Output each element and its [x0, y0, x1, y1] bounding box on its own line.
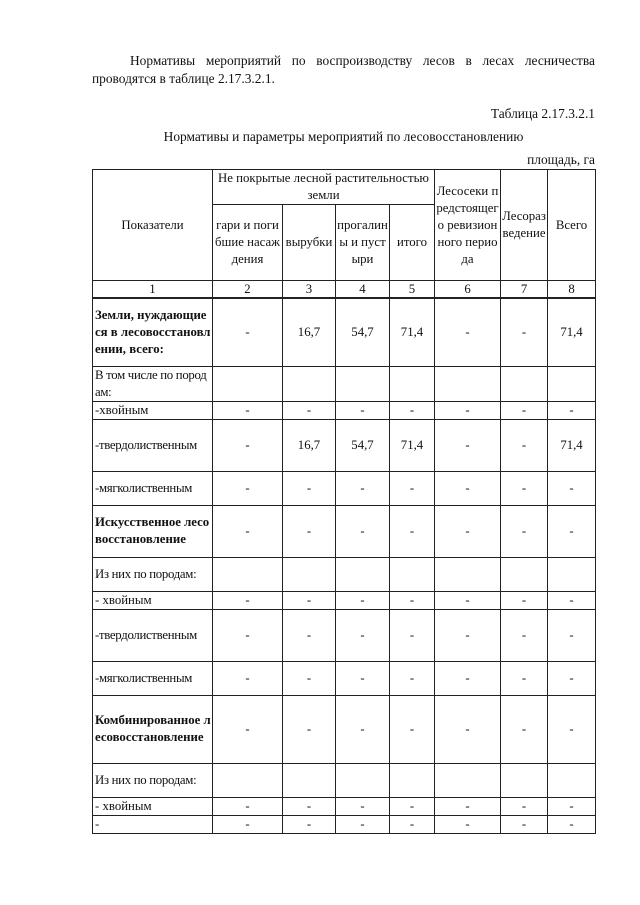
row-value: -: [501, 505, 548, 557]
row-value: [336, 557, 390, 591]
row-value: -: [501, 815, 548, 833]
header-nurseries: Лесоразведение: [501, 170, 548, 281]
row-label: -хвойным: [93, 401, 213, 419]
row-value: [435, 366, 501, 401]
row-value: -: [213, 797, 283, 815]
header-cuttings: вырубки: [283, 205, 336, 281]
row-value: [213, 557, 283, 591]
row-value: -: [213, 471, 283, 505]
row-value: -: [390, 815, 435, 833]
row-value: -: [213, 505, 283, 557]
column-number: 4: [336, 281, 390, 299]
column-number: 8: [548, 281, 596, 299]
row-label: Из них по породам:: [93, 557, 213, 591]
row-value: -: [213, 419, 283, 471]
row-value: -: [435, 609, 501, 661]
column-number: 1: [93, 281, 213, 299]
table-row: [93, 366, 596, 401]
row-value: -: [501, 609, 548, 661]
row-value: [435, 557, 501, 591]
row-value: 71,4: [390, 419, 435, 471]
table-row: [93, 298, 596, 366]
row-value: -: [336, 815, 390, 833]
row-value: -: [435, 797, 501, 815]
row-value: [213, 366, 283, 401]
row-value: -: [213, 591, 283, 609]
row-value: [390, 366, 435, 401]
row-value: -: [283, 661, 336, 695]
row-value: [501, 763, 548, 797]
row-label: Искусственное лесовосстановление: [93, 505, 213, 557]
row-value: 16,7: [283, 419, 336, 471]
row-value: -: [283, 695, 336, 763]
row-value: [283, 366, 336, 401]
row-value: -: [435, 471, 501, 505]
table-row: [93, 815, 596, 833]
row-value: -: [548, 471, 596, 505]
column-number: 5: [390, 281, 435, 299]
row-label: В том числе по породам:: [93, 366, 213, 401]
header-total: Всего: [548, 170, 596, 281]
row-value: [283, 557, 336, 591]
table-row: [93, 471, 596, 505]
column-number: 7: [501, 281, 548, 299]
row-value: -: [213, 401, 283, 419]
row-value: -: [435, 815, 501, 833]
row-value: -: [390, 797, 435, 815]
row-label: - хвойным: [93, 591, 213, 609]
row-value: -: [390, 661, 435, 695]
row-value: -: [336, 797, 390, 815]
column-number: 2: [213, 281, 283, 299]
row-value: -: [390, 609, 435, 661]
table-row: [93, 591, 596, 609]
row-value: -: [213, 298, 283, 366]
row-value: 54,7: [336, 419, 390, 471]
row-value: -: [390, 471, 435, 505]
row-value: [548, 557, 596, 591]
row-value: -: [435, 401, 501, 419]
row-value: -: [548, 815, 596, 833]
table-row: [93, 797, 596, 815]
row-value: -: [435, 591, 501, 609]
header-burns: гари и погибшие насаждения: [213, 205, 283, 281]
table-row: [93, 695, 596, 763]
row-value: 71,4: [390, 298, 435, 366]
row-value: -: [283, 401, 336, 419]
header-revision-cuttings: Лесосеки предстоящего ревизионного периода: [435, 170, 501, 281]
row-label: -мягколиственным: [93, 471, 213, 505]
row-value: -: [213, 609, 283, 661]
row-value: -: [435, 419, 501, 471]
row-value: -: [390, 591, 435, 609]
row-value: -: [336, 695, 390, 763]
row-value: -: [283, 609, 336, 661]
row-value: [390, 763, 435, 797]
row-value: -: [336, 661, 390, 695]
row-label: Земли, нуждающиеся в лесовосстановлении, всего:: [93, 298, 213, 366]
header-indicators: Показатели: [93, 170, 213, 281]
row-value: -: [336, 609, 390, 661]
row-value: [390, 557, 435, 591]
column-number: 3: [283, 281, 336, 299]
table-row: [93, 401, 596, 419]
row-value: -: [336, 401, 390, 419]
row-value: -: [336, 591, 390, 609]
row-value: -: [435, 298, 501, 366]
row-value: -: [283, 505, 336, 557]
row-value: -: [390, 401, 435, 419]
row-label: -твердолиственным: [93, 609, 213, 661]
header-subtotal: итого: [390, 205, 435, 281]
row-label: -твердолиственным: [93, 419, 213, 471]
row-value: -: [390, 505, 435, 557]
row-value: -: [548, 505, 596, 557]
row-value: -: [283, 797, 336, 815]
row-value: 71,4: [548, 298, 596, 366]
row-value: [283, 763, 336, 797]
row-value: -: [548, 661, 596, 695]
row-value: 71,4: [548, 419, 596, 471]
row-value: -: [501, 797, 548, 815]
table-row: [93, 419, 596, 471]
row-value: -: [501, 401, 548, 419]
table-row: [93, 661, 596, 695]
row-value: -: [213, 695, 283, 763]
row-value: -: [548, 695, 596, 763]
row-value: -: [501, 419, 548, 471]
table-body: [93, 298, 596, 833]
row-value: -: [283, 815, 336, 833]
row-value: -: [336, 471, 390, 505]
row-value: [501, 557, 548, 591]
table-row: [93, 557, 596, 591]
row-value: -: [501, 471, 548, 505]
table-row: [93, 763, 596, 797]
row-value: -: [548, 401, 596, 419]
row-value: -: [501, 695, 548, 763]
row-value: [548, 366, 596, 401]
row-value: -: [548, 797, 596, 815]
row-value: -: [213, 815, 283, 833]
table-number: Таблица 2.17.3.2.1: [490, 106, 595, 121]
row-label: Комбинированное лесовосстановление: [93, 695, 213, 763]
table-row: [93, 505, 596, 557]
row-value: -: [501, 591, 548, 609]
table-row: [93, 609, 596, 661]
row-value: [435, 763, 501, 797]
row-value: -: [283, 591, 336, 609]
row-value: -: [548, 591, 596, 609]
column-numbers-row: [93, 281, 596, 299]
row-value: -: [435, 661, 501, 695]
row-value: [336, 366, 390, 401]
row-value: -: [435, 695, 501, 763]
row-value: [336, 763, 390, 797]
reforestation-norms-table: [92, 169, 596, 834]
row-label: - хвойным: [93, 797, 213, 815]
row-value: -: [283, 471, 336, 505]
intro-paragraph: Нормативы мероприятий по воспроизводству лесов в лесах лесничества проводятся в таблице 2.17.3.2.1.: [92, 53, 595, 86]
row-value: -: [435, 505, 501, 557]
row-value: 54,7: [336, 298, 390, 366]
header-not-covered-group: Не покрытые лесной растительностью земли: [213, 170, 435, 205]
table-unit: площадь, га: [527, 152, 595, 167]
table-title: Нормативы и параметры мероприятий по лесовосстановлению: [163, 129, 524, 144]
row-value: -: [548, 609, 596, 661]
header-glades: прогалины и пустыри: [336, 205, 390, 281]
row-value: [548, 763, 596, 797]
row-label: -: [93, 815, 213, 833]
row-value: -: [390, 695, 435, 763]
row-value: [501, 366, 548, 401]
row-value: -: [213, 661, 283, 695]
row-label: -мягколиственным: [93, 661, 213, 695]
row-value: -: [501, 661, 548, 695]
row-value: -: [336, 505, 390, 557]
row-value: [213, 763, 283, 797]
row-label: Из них по породам:: [93, 763, 213, 797]
column-number: 6: [435, 281, 501, 299]
row-value: -: [501, 298, 548, 366]
row-value: 16,7: [283, 298, 336, 366]
